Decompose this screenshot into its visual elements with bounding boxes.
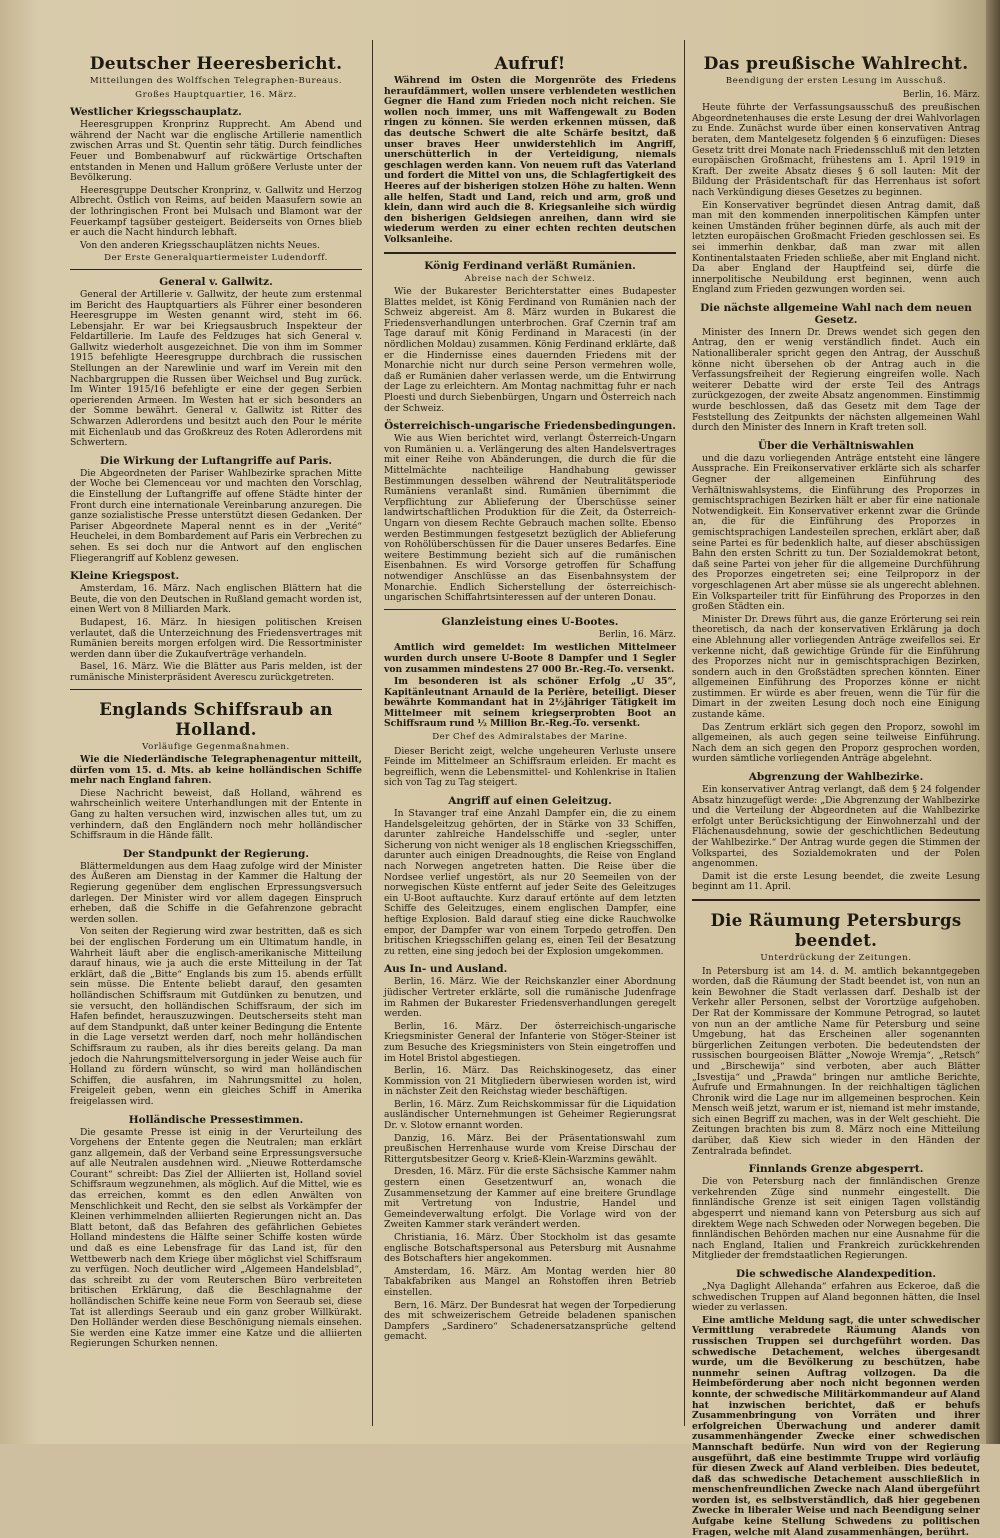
column-rule-1 xyxy=(372,40,373,1426)
paragraph: Eine amtliche Meldung sagt, die unter schwedischer Vermittlung verabredete Räumung Alands von russischen Truppen sei durchgeführt worden. Das schwedische Detachement, welches übergesandt wurde, um die Bevölkerung zu beschützen, habe nunmehr seinen Auftrag vollzogen. Da die Heimbeförderung aber noch nicht begonnen werden konnte, der schwedische Militärkommandeur auf Aland hat inzwischen berichtet, daß er behufs Zusammenbringung von Vorräten und ihrer erfolgreichen Überwachung und anderer damit zusammenhängender Zwecke einer schwedischen Mannschaft bedürfe. Nun wird von der Regierung ausgeführt, daß eine bestimmte Truppe wird vorläufig für diesen Zweck auf Aland verbleiben. Dies bedeutet, daß das schwedische Detachement ausschließlich in menschenfreundlichen Zwecke nach Aland übergeführt worden ist, es selbstverständlich, daß hier gegebenen Zwecke in liberaler Weise und nach Beendigung seiner Aufgabe keine Stellung Schwedens zu politischen Fragen, welche mit Aland zusammenhängen, berührt. xyxy=(692,1314,980,1538)
section-heading: Die schwedische Alandexpedition. xyxy=(735,1268,937,1280)
article-dateline: Berlin, 16. März. xyxy=(598,629,676,640)
paragraph: Die Abgeordneten der Pariser Wahlbezirke sprachen Mitte der Woche bei Clemenceau vor und machten den Vorschlag, die Einstellung der Luftangriffe auf offene Städte hinter der Front durch eine internationale Vereinbarung anzuregen. Die ganze sozialistische Presse unterstützt diesen Gedanken. Der Pariser Abgeordnete Maperal nennt es in der „Verité“ Heuchelei, in dem Bombardement auf Paris ein Verbrechen zu sehen. Es sei doch nur die Antwort auf den englischen Fliegerangriff auf Koblenz gewesen. xyxy=(70,467,362,564)
paragraph: Wie die Niederländische Telegraphenagentur mitteilt, dürfen vom 15. d. Mts. ab keine holländischen Schiffe mehr nach England fahren. xyxy=(70,754,362,787)
paragraph: Minister des Innern Dr. Drews wendet sich gegen den Antrag, den er wenig verständlich findet. Auch ein Nationalliberaler spricht gegen den Antrag, der Ausschuß könne nicht übersehen ob der Antrag auch in die Verfassungsfreiheit der Regierung eingreifen wolle. Nach weiterer Debatte wird der erste Teil des Antrags zurückgezogen, der zweite Absatz angenommen. Einstimmig wurde beschlossen, daß das Gesetz mit dem Tage der Feststellung des Zeitpunkts der nächsten allgemeinen Wahl durch den Minister des Innern in Kraft treten soll. xyxy=(692,326,980,434)
paragraph: Amtlich wird gemeldet: Im westlichen Mittelmeer wurden durch unsere U-Boote 8 Dampfer und 1 Segler von zusammen mindestens 27 000 Br.-Reg.-To. versenkt. xyxy=(384,642,676,675)
paragraph: Amsterdam, 16. März. Am Montag werden hier 80 Tabakfabriken aus Mangel an Rohstoffen ihren Betrieb einstellen. xyxy=(384,1265,676,1298)
article-subtitle: Vorläufige Gegenmaßnahmen. xyxy=(142,741,290,752)
section-heading: König Ferdinand verläßt Rumänien. xyxy=(424,259,636,272)
paragraph: Basel, 16. März. Wie die Blätter aus Paris melden, ist der rumänische Ministerpräsident Averescu zurückgetreten. xyxy=(70,661,362,683)
paragraph: Berlin, 16. März. Der österreichisch-ungarische Kriegsminister General der Infanterie von Stöger-Steiner ist zum Besuche des Kriegsministers von Stein eingetroffen und im Hotel Bristol abgestiegen. xyxy=(384,1020,676,1064)
signature-line: Der Erste Generalquartiermeister Ludendorff. xyxy=(104,253,328,264)
section-heading: Finnlands Grenze abgesperrt. xyxy=(748,1163,924,1176)
section-heading: Österreichisch-ungarische Friedensbedingungen. xyxy=(384,420,676,433)
section-heading: Glanzleistung eines U-Bootes. xyxy=(441,615,619,628)
paragraph: Von den anderen Kriegsschauplätzen nichts Neues. xyxy=(80,239,320,251)
article-subtitle: Abreise nach der Schweiz. xyxy=(464,273,596,284)
section-heading: Aus In- und Ausland. xyxy=(384,963,508,976)
paragraph: Das Zentrum erklärt sich gegen den Proporz, sowohl im allgemeinen, als auch gegen seine teilweise Einführung. Nach dem an sich gegen den Proporz gesprochen worden, wurden sämtliche vorliegenden Anträge abgelehnt. xyxy=(692,721,980,765)
paragraph: General der Artillerie v. Gallwitz, der heute zum erstenmal im Bericht des Hauptquartiers als Führer einer besonderen Heeresgruppe im Westen genannt wird, steht im 66. Lebensjahr. Er war bei Kriegsausbruch Inspekteur der Feldartillerie. Im Laufe des Feldzuges hat sich General v. Gallwitz wiederholt ausgezeichnet. Die von ihm im Sommer 1915 befehligte Heeresgruppe durchbrach die russischen Stellungen an der Narewlinie und warf im Verein mit den Nachbargruppen die Russen über Weichsel und Bug zurück. Im Winter 1915/16 befehligte er eine der gegen Serbien operierenden Armeen. Im Westen hat er sich besonders an der Somme bewährt. General v. Gallwitz ist Ritter des Schwarzen Adlerordens und besitzt auch den Pour le mérite mit Eichenlaub und das Großkreuz des Roten Adlerordens mit Schwertern. xyxy=(70,288,362,449)
paragraph: Die gesamte Presse ist einig in der Verurteilung des Vorgehens der Entente gegen die Neutralen; man erklärt ganz allgemein, daß der Verband seine Erpressungsversuche auf alle Neutralen ausdehnen wird. „Nieuwe Rotterdamsche Courant“ schreibt: Das Ziel der Alliierten ist, Holland soviel Schiffsraum wegzunehmen, als möglich. Auf die Mittel, wie es das erreichen, kommt es den edlen Anwälten von Menschlichkeit und Recht, den sie selbst als Vorkämpfer der Kleinen verhimmelnden alliierten Regierungen nicht an. Das Blatt betont, daß das Befahren des gefährlichen Gebietes Holland mindestens die Hälfte seiner Schiffe kosten würde und daß es eine Lebensfrage für das Land ist, für den Wettbewerb nach dem Kriege über möglichst viel Schiffsraum zu verfügen. Noch deutlicher wird „Algemeen Handelsblad“, das schreibt zu der vom Reuterschen Büro verbreiteten britischen Erklärung, daß die Beschlagnahme der holländischen Schiffe keine neue Form von Seeraub sei, diese Tat ist allerdings Seeraub und ein ganz grober Willkürakt. Den Holländer werden diese Beschönigung niemals einsehen. Sie werden eine Katze immer eine Katze und die alliierten Regierungen Schurken nennen. xyxy=(70,1126,362,1350)
paragraph: Damit ist die erste Lesung beendet, die zweite Lesung beginnt am 11. April. xyxy=(692,870,980,893)
section-heading: Die Wirkung der Luftangriffe auf Paris. xyxy=(99,454,333,467)
signature-line: Der Chef des Admiralstabes der Marine. xyxy=(432,732,628,743)
article-dateline: Großes Hauptquartier, 16. März. xyxy=(135,89,297,100)
column-middle xyxy=(384,44,676,1424)
paragraph: Berlin, 16. März. Das Reichskinogesetz, das einer Kommission von 21 Mitgliedern überwiesen worden ist, wird in nächster Zeit den Reichstag wieder beschäftigen. xyxy=(384,1065,676,1098)
column-rule-2 xyxy=(684,40,685,1426)
paragraph: In Stavanger traf eine Anzahl Dampfer ein, die zu einem Handelsgeleitzug gehörten, der in Stärke von 33 Schiffen, darunter zahlreiche Handelsschiffe und -segler, unter Sicherung von nicht weniger als 18 englischen Kriegsschiffen, darunter auch einigen Dreadnoughts, die Reise von England nach Norwegen angetreten hatten. Die Reise über die Nordsee verlief ungestört, als nur 20 Seemeilen von der norwegischen Küste entfernt auf jeder Seite des Geleitzuges ein U-Boot auftauchte. Kurz darauf ertönte auf dem letzten Schiffe des Geleitzuges, einem englischen Dampfer, eine heftige Explosion. Bald darauf stieg eine dicke Rauchwolke empor, der Dampfer war von einem Torpedo getroffen. Den britischen Kriegsschiffen gelang es, einen Teil der Besatzung zu retten, eine sing jedoch bei der Explosion umgekommen. xyxy=(384,808,676,957)
paragraph: Dresden, 16. März. Für die erste Sächsische Kammer nahm gestern einen Gesetzentwurf an, wonach die Zusammensetzung der Kammer auf eine breitere Grundlage mit Vertretung von Industrie, Handel und Gemeindeverwaltung erfolgt. Die Vorlage wird von der Zweiten Kammer stark verändert werden. xyxy=(384,1166,676,1231)
paragraph: Ein Konservativer begründet diesen Antrag damit, daß man mit den kommenden innerpolitischen Kämpfen unter keinen Umständen früher beginnen dürfe, als auch mit der letzten europäischen Großmacht Frieden geschlossen sei. Es sei immerhin denkbar, daß man zwar mit allen Kontinentalstaaten Frieden schließe, aber mit England nicht. Da aber England der Hauptfeind sei, dürfe die innerpolitische Neubildung erst beginnen, wenn auch England zum Frieden gezwungen worden sei. xyxy=(692,199,980,296)
paragraph: Danzig, 16. März. Bei der Präsentationswahl zum preußischen Herrenhause wurde vom Kreise Dirschau der Rittergutsbesitzer Georg v. Krieß-Klein-Warzmins gewählt. xyxy=(384,1132,676,1165)
paragraph: Dieser Bericht zeigt, welche ungeheuren Verluste unsere Feinde im Mittelmeer an Schiffsraum erleiden. Er macht es begreiflich, wenn die Lebensmittel- und Kohlenkrise in Italien sich von Tag zu Tag steigert. xyxy=(384,745,676,789)
article-subtitle: Mitteilungen des Wolffschen Telegraphen-Bureaus. xyxy=(89,76,343,86)
paragraph: Während im Osten die Morgenröte des Friedens heraufdämmert, wollen unsere verblendeten westlichen Gegner die Hand zum Frieden noch nicht reichen. Sie wollen noch immer, uns mit Waffengewalt zu Boden ringen zu können. Sie werden erkennen müssen, daß das deutsche Schwert die alte Schärfe besitzt, daß unser braves Heer unwiderstehlich im Angriff, unerschütterlich in der Verteidigung, niemals geschlagen werden kann. Von neuem ruft das Vaterland und fordert die Mittel von uns, die Schlagfertigkeit des Heeres auf der bisherigen stolzen Höhe zu halten. Wenn alle helfen, Stadt und Land, reich und arm, groß und klein, dann wird auch die 8. Kriegsanleihe sich würdig den bisherigen Geldsiegen anreihen, dann wird sie wiederum werden zu einer echten rechten deutschen Volksanleihe. xyxy=(384,75,676,245)
article-dateline: Berlin, 16. März. xyxy=(902,89,980,100)
paragraph: Budapest, 16. März. In hiesigen politischen Kreisen verlautet, daß die Unterzeichnung des Friedensvertrages mit Rumänien bereits morgen erfolgen wird. Die Ressortminister werden dann über die Zukaufverträge verhandeln. xyxy=(70,616,362,660)
paragraph: Von seiten der Regierung wird zwar bestritten, daß es sich bei der englischen Forderung um ein Ultimatum handle, in Wahrheit läuft aber die englisch-amerikanische Mitteilung darauf hinaus, wie ja auch die erste Mitteilung in der Tat erklärt, daß die „Bitte“ Englands bis zum 15. abends erfüllt sein müsse. Die Entente beliebt darauf, den gesamten holländischen Schiffsraum mit Gutdünken zu benutzen, und sie versucht, den holländischen Schiffsraum, der sich im Hafen befindet, herauszuzwingen. Deutscherseits steht man auf dem Standpunkt, daß unter keiner Bedingung die Entente in die Lage versetzt werden darf, noch mehr holländischen Schiffsraum zu rauben, als ihr dies bereits gelang. Da man jedoch die Nahrungsmittelversorgung in jeder Weise auch für Holland zu fördern wünscht, so wird man holländischen Schiffen, die ausfahren, im Nahrungsmittel zu holen, Freigeleit geben, wenn ein gleiches Schiff in Amerika freigelassen wird. xyxy=(70,926,362,1107)
page-edge xyxy=(986,0,1000,1444)
paragraph: Diese Nachricht beweist, daß Holland, während es wahrscheinlich weitere Unterhandlungen mit der Entente in Gang zu halten versuchen wird, inzwischen alles tut, um zu verhindern, daß den Engländern noch mehr holländischer Schiffsraum in die Hände fällt. xyxy=(70,787,362,842)
section-heading: Der Standpunkt der Regierung. xyxy=(122,847,309,860)
paragraph: Heeresgruppen Kronprinz Rupprecht. Am Abend und während der Nacht war die englische Artillerie namentlich zwischen Arras und St. Quentin sehr tätig. Durch feindliches Feuer und Bombenabwurf auf rückwärtige Ortschaften entstanden in Menen und Hallum größere Verluste unter der Bevölkerung. xyxy=(70,119,362,184)
paragraph: „Nya Daglight Allehanda“ erfahren aus Eckeroe, daß die schwedischen Truppen auf Aland begonnen hätten, die Insel wieder zu verlassen. xyxy=(692,1281,980,1314)
section-heading: Westlicher Kriegsschauplatz. xyxy=(70,106,242,119)
paragraph: Wie der Bukarester Berichterstatter eines Budapester Blattes meldet, ist König Ferdinand von Rumänien nach der Schweiz abgereist. Am 8. März wurden in Bukarest die Friedensverhandlungen unterbrochen. Graf Czernin traf am Tage darauf mit König Ferdinand in Maracesti (in der nördlichen Moldau) zusammen. König Ferdinand erklärte, daß er die Hindernisse eines dauernden Friedens mit der Monarchie nicht nur durch seine Person vermehren wolle, daß er Rumänien daher verlassen werde, um die Entwirrung der Lage zu erleichtern. Am Montag nachmittag fuhr er nach Ploesti und durch Siebenbürgen, Ungarn und Österreich nach der Schweiz. xyxy=(384,286,676,414)
paragraph: In Petersburg ist am 14. d. M. amtlich bekanntgegeben worden, daß die Räumung der Stadt beendet ist, von nun an kein Bewohner die Stadt verlassen darf. Deshalb ist der Verkehr aller Personen, selbst der Vorortzüge aufgehoben. Der Rat der Kommissare der Kommune Petrograd, so lautet von nun an der amtliche Name für Petersburg und seine Umgebung, hat das Erscheinen aller sogenannten bürgerlichen Zeitungen verboten. Die bedeutendsten der russischen bourgeoisen Blätter „Nowoje Wremja“, „Retsch“ und „Birschewija“ sind verboten, aber auch Blätter „Isvestija“ und „Prawda“ bringen nur amtliche Berichte, Aufrufe und Ermahnungen. In der reichhaltigen täglichen Chronik wird die Lage nur im allgemeinen besprochen. Kein Mensch weiß jetzt, warum er ist, niemand ist mehr imstande, sich einen Begriff zu machen, was in der Welt geschieht. Die Zeitungen brachten bis zum 8. März noch eine Mitteilung darüber, daß Kiew sich wieder in den Händen der Zentralrada befindet. xyxy=(692,965,980,1157)
paragraph: Berlin, 16. März. Zum Reichskommissar für die Liquidation ausländischer Unternehmungen ist Geheimer Regierungsrat Dr. v. Slotow ernannt worden. xyxy=(384,1098,676,1132)
paragraph: und die dazu vorliegenden Anträge entsteht eine längere Aussprache. Ein Freikonservativer erklärte sich als scharfer Gegner der allgemeinen Einführung des Verhältniswahlsystems, die Einführung des Proporzes in gemischtsprachigen Bezirken hält er aber für eine nationale Notwendigkeit. Ein Konservativer erkennt zwar die Gründe an, die für die Einführung des Proporzes in gemischtsprachigen Landesteilen sprechen, erklärt aber, daß seine Partei es für bedenklich halte, auf dieser abschüssigen Bahn den ersten Schritt zu tun. Der Sozialdemokrat betont, daß seine Partei von jeher für die allgemeine Durchführung des Proporzes eingetreten sei; eine Teilproporz in der vorgeschlagenen Art aber müsse sie als ungerecht ablehnen. Ein Volksparteiler tritt für Einführung des Proporzes in den großen Städten ein. xyxy=(692,452,980,613)
section-heading: General v. Gallwitz. xyxy=(159,275,273,288)
article-title-aufruf: Aufruf! xyxy=(494,54,566,74)
paragraph: Wie aus Wien berichtet wird, verlangt Österreich-Ungarn von Rumänien u. a. Verlängerung des alten Handelsvertrages mit einer Reihe von Abänderungen, die durch die für die Mittelmächte nachteilige Handhabung gewisser Bestimmungen desselben während der Neutralitätsperiode Rumäniens veranlaßt sind. Rumänien übernimmt die Verpflichtung zur Ablieferung der Überschüsse seiner landwirtschaftlichen Produktion für die Zeit, da Österreich-Ungarn von diesem Rechte Gebrauch machen sollte. Ebenso werden Bestimmungen festgesetzt bezüglich der Ablieferung von Rohölüberschüssen für die Dauer unseres Bedarfes. Eine weitere Bestimmung bezieht sich auf die rumänischen Eisenbahnen. Es wird Vorsorge getroffen für Schaffung notwendiger Anschlüsse an das Eisenbahnsystem der Monarchie. Endlich Sicherstellung der österreichisch-ungarischen Schiffahrtsinteressen auf der unteren Donau. xyxy=(384,433,676,604)
column-left xyxy=(70,44,362,1424)
section-heading: Angriff auf einen Geleitzug. xyxy=(448,795,612,808)
section-heading: Holländische Pressestimmen. xyxy=(128,1113,304,1126)
divider xyxy=(70,689,362,690)
paragraph: Minister Dr. Drews führt aus, die ganze Erörterung sei rein theoretisch, da nach der konservativen Erklärung ja doch eine Ablehnung aller vorliegenden Anträge zweifellos sei. Er verkenne nicht, daß gewichtige Gründe für die Einführung des Proporzes nicht nur in gemischtsprachigen Bezirken, sondern auch in den Großstädten sprechen könnten. Einer allgemeinen Einführung des Proporzes könne er nicht zustimmen. Er würde es aber freuen, wenn die Tür für die Dimart in der zweiten Lesung doch noch eine Einigung zustande käme. xyxy=(692,613,980,721)
column-right xyxy=(692,44,980,1538)
paragraph: Bern, 16. März. Der Bundesrat hat wegen der Torpedierung des mit schweizerischem Getreide beladenen spanischen Dampfers „Sardinero“ Schadenersatzansprüche geltend gemacht. xyxy=(384,1299,676,1343)
article-title-schiffsraub: Englands Schiffsraub an Holland. xyxy=(99,699,333,739)
divider xyxy=(384,609,676,610)
section-heading: Die nächste allgemeine Wahl nach dem neuen Gesetz. xyxy=(700,301,972,326)
section-heading: Kleine Kriegspost. xyxy=(70,570,180,583)
article-title-petersburg: Die Räumung Petersburgs beendet. xyxy=(710,910,962,950)
paragraph: Christiania, 16. März. Über Stockholm ist das gesamte englische Botschaftspersonal aus Petersburg mit Ausnahme des Botschafters hier angekommen. xyxy=(384,1232,676,1265)
divider xyxy=(70,269,362,270)
section-heading: Abgrenzung der Wahlbezirke. xyxy=(748,771,924,784)
article-title-heeresbericht: Deutscher Heeresbericht. xyxy=(89,54,343,74)
paragraph: Blättermeldungen aus dem Haag zufolge wird der Minister des Äußeren am Dienstag in der Kammer die Haltung der Regierung gegenüber dem englischen Erpressungsversuch darlegen. Der Minister wird vor allem dagegen Einspruch erheben, daß die Schiffe in die Gefahrenzone gebracht werden sollen. xyxy=(70,860,362,925)
paragraph: Heute führte der Verfassungsausschuß des preußischen Abgeordnetenhauses die erste Lesung der drei Wahlvorlagen zu Ende. Zunächst wurde über einen konservativen Antrag beraten, dem Mantelgesetz folgenden § 6 einzufügen: Dieses Gesetz tritt drei Monate nach Friedensschluß mit den letzten europäischen Großmacht, frühestens am 1. April 1919 in Kraft. Der zweite Absatz dieses § 6 soll lauten: Mit der Bildung der Präsidentschaft für das Herrenhaus ist sofort nach Verkündigung dieses Gesetzes zu beginnen. xyxy=(692,102,980,198)
paragraph: Berlin, 16. März. Wie der Reichskanzler einer Abordnung jüdischer Vertreter erklärte, soll die rumänische Judenfrage im Rahmen der Bukarester Friedensverhandlungen geregelt werden. xyxy=(384,976,676,1020)
divider xyxy=(384,252,676,254)
paragraph: Ein konservativer Antrag verlangt, daß dem § 24 folgender Absatz hinzugefügt werde: „Die Abgrenzung der Wahlbezirke und die Verteilung der Abgeordneten auf die Wahlbezirke erfolgt unter Berücksichtigung der Einwohnerzahl und der Flächenausdehnung, sowie der geschichtlichen Bedeutung der Wahlbezirke.“ Der Antrag wurde gegen die Stimmen der Volkspartei, des Sozialdemokraten und der Polen angenommen. xyxy=(692,784,980,870)
article-subtitle: Unterdrückung der Zeitungen. xyxy=(760,952,912,963)
article-subtitle: Beendigung der ersten Lesung im Ausschuß. xyxy=(725,76,947,86)
paragraph: Amsterdam, 16. März. Nach englischen Blättern hat die Beute, die von den Deutschen in Rußland gemacht worden ist, einen Wert von 8 Milliarden Mark. xyxy=(70,583,362,616)
article-title-wahlrecht: Das preußische Wahlrecht. xyxy=(703,54,969,74)
paragraph: Heeresgruppe Deutscher Kronprinz, v. Gallwitz und Herzog Albrecht. Östlich von Reims, auf beiden Maasufern sowie an der lothringischen Front bei Mulsach und Blamont war der Feuerkampf tagsüber gesteigert. Beiderseits von Ornes blieb er auch die Nacht hindurch lebhaft. xyxy=(70,184,362,239)
section-heading: Über die Verhältniswahlen xyxy=(757,439,915,452)
paragraph: Die von Petersburg nach der finnländischen Grenze verkehrenden Züge sind nunmehr eingestellt. Die finnländische Grenze ist seit einigen Tagen vollständig abgesperrt und niemand kann von Petersburg aus sich auf direktem Wege nach Schweden oder Norwegen begeben. Die finnländischen Behörden machen nur eine Ausnahme für die nach England, Italien und Frankreich zurückkehrenden Mitglieder der fremdstaatlichen Regierungen. xyxy=(692,1176,980,1262)
paragraph: Im besonderen ist als schöner Erfolg „U 35“, Kapitänleutnant Arnauld de la Perière, beteiligt. Dieser bewährte Kommandant hat in 2½jähriger Tätigkeit im Mittelmeer mit seinem kriegserprobten Boot an Schiffsraum rund ½ Million Br.-Reg.-To. versenkt. xyxy=(384,676,676,730)
divider xyxy=(692,899,980,901)
